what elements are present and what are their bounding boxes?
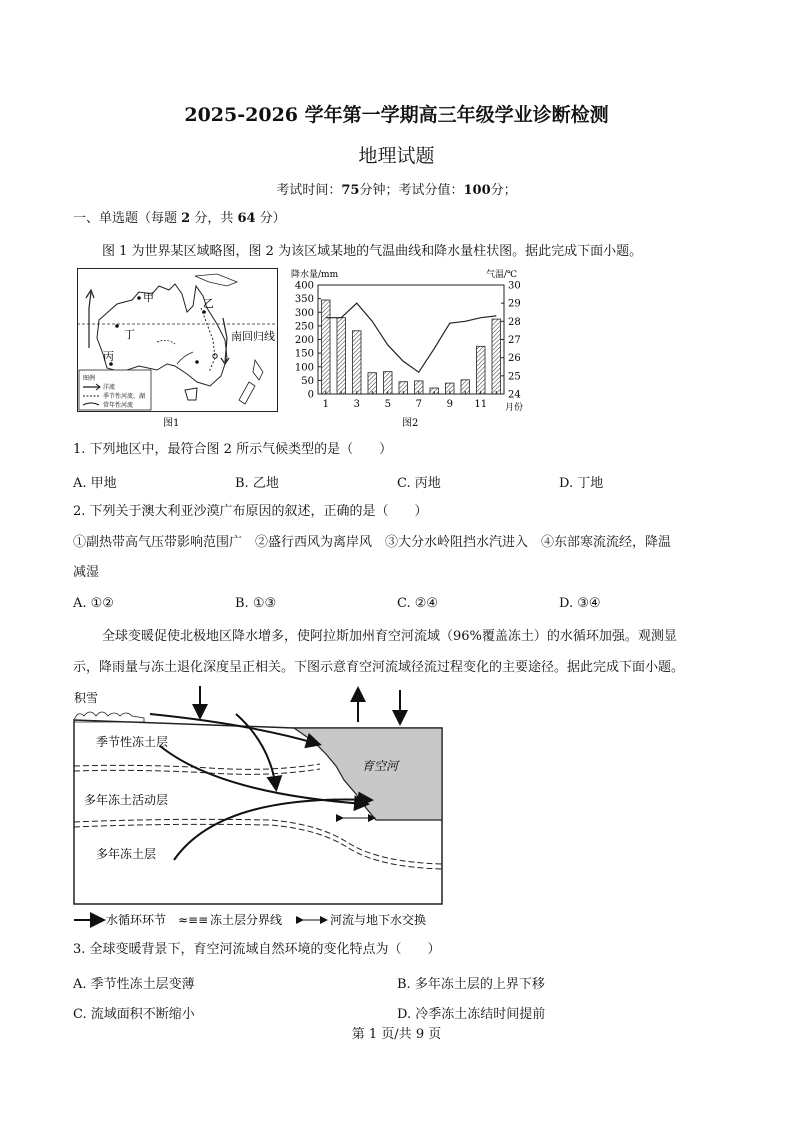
precip-bar <box>368 373 377 394</box>
exam-title: 2025-2026 学年第一学期高三年级学业诊断检测 <box>184 104 609 126</box>
left-axis-label: 降水量/mm <box>291 270 339 280</box>
x-tick-label: 5 <box>384 399 391 410</box>
right-tick-label: 30 <box>508 280 521 292</box>
q2-items-line2: 减湿 <box>73 565 100 580</box>
left-tick-label: 200 <box>294 335 314 346</box>
surface-flow-arrow <box>150 714 318 744</box>
subsurface-arrow-1 <box>236 714 276 788</box>
left-tick-label: 350 <box>294 294 314 306</box>
legend-water-cycle: 水循环环节 <box>106 913 167 927</box>
right-tick-label: 27 <box>508 335 521 346</box>
q1-option-a[interactable]: A. 甲地 <box>73 476 117 491</box>
layer2-label: 多年冻土活动层 <box>84 793 169 807</box>
left-tick-label: 100 <box>294 362 314 374</box>
legend-title: 图例 <box>83 375 96 382</box>
legend-boundary-icon: ≈≡≡ <box>178 913 209 927</box>
precip-bar <box>383 372 392 394</box>
right-tick-label: 26 <box>508 353 521 365</box>
point-ding <box>115 324 119 328</box>
legend-seasonal: 季节性河流、湖 <box>103 393 146 400</box>
label-ding: 丁 <box>124 328 135 341</box>
left-tick-label: 400 <box>294 280 314 292</box>
page-footer: 第 1 页/共 9 页 <box>351 1027 442 1042</box>
precip-bar <box>492 319 501 394</box>
precip-bar <box>352 331 361 394</box>
left-tick-label: 300 <box>294 307 314 319</box>
figure2-climate-chart <box>288 266 533 432</box>
q2-option-c[interactable]: C. ②④ <box>397 596 439 611</box>
q1-option-d[interactable]: D. 丁地 <box>559 476 604 491</box>
river-body <box>294 728 442 820</box>
label-tropic: 南回归线 <box>231 330 275 343</box>
right-axis-label: 气温/℃ <box>486 270 518 280</box>
label-bing: 丙 <box>103 350 114 363</box>
boundary-line-1b <box>74 769 320 774</box>
q2-option-a[interactable]: A. ①② <box>73 596 114 611</box>
figure1-map <box>77 268 280 430</box>
river-label: 育空河 <box>362 759 399 773</box>
figure1-caption: 图1 <box>163 418 180 429</box>
intro-paragraph-1: 图 1 为世界某区域略图，图 2 为该区域某地的气温曲线和降水量柱状图。据此完成下面小题。 <box>102 244 643 259</box>
city-dot <box>195 360 199 364</box>
q2-option-d[interactable]: D. ③④ <box>559 596 601 611</box>
intro-paragraph-2-line1: 全球变暖促使北极地区降水增多，使阿拉斯加州育空河流域（96%覆盖冻土）的水循环加强。观测显 <box>102 629 677 644</box>
deep-flow-arrow <box>174 800 370 861</box>
right-tick-label: 25 <box>508 371 521 383</box>
q3-option-c[interactable]: C. 流域面积不断缩小 <box>73 1007 195 1022</box>
layer1-label: 季节性冻土层 <box>96 735 169 749</box>
q2-option-b[interactable]: B. ①③ <box>235 596 277 611</box>
q2-items-line1: ①副热带高气压带影响范围广 ②盛行西风为离岸风 ③大分水岭阻挡水汽进入 ④东部寒流流经，降温 <box>73 535 672 550</box>
q1-stem: 1. 下列地区中，最符合图 2 所示气候类型的是（ ） <box>73 442 393 457</box>
x-tick-label: 3 <box>353 399 360 410</box>
legend-exchange: 河流与地下水交换 <box>330 913 427 927</box>
x-tick-label: 1 <box>322 399 329 410</box>
figure3-runoff-diagram <box>70 684 460 930</box>
exam-meta: 考试时间：75分钟；考试分值：100分； <box>276 183 517 198</box>
x-tick-label: 7 <box>415 399 422 410</box>
q3-option-d[interactable]: D. 冷季冻土冻结时间提前 <box>397 1007 546 1022</box>
left-tick-label: 250 <box>294 321 314 333</box>
point-yi <box>202 310 206 314</box>
q3-option-b[interactable]: B. 多年冻土层的上界下移 <box>397 977 545 992</box>
figure2-caption: 图2 <box>402 418 419 429</box>
right-tick-label: 28 <box>508 316 521 328</box>
right-tick-label: 24 <box>508 389 521 401</box>
right-tick-label: 29 <box>508 298 521 310</box>
label-jia: 甲 <box>143 291 154 304</box>
point-jia <box>137 296 141 300</box>
x-tick-label: 11 <box>474 399 488 410</box>
section-heading: 一、单选题（每题 2 分，共 64 分） <box>73 211 286 226</box>
month-unit: 月份 <box>505 403 524 413</box>
intro-paragraph-2-line2: 示，降雨量与冻土退化深度呈正相关。下图示意育空河流域径流过程变化的主要途径。据此完成下面小题。 <box>73 660 685 675</box>
left-tick-label: 0 <box>307 389 314 401</box>
precip-bar <box>321 300 330 394</box>
label-yi: 乙 <box>203 297 214 310</box>
legend-perennial: 常年性河流 <box>103 402 134 409</box>
temperature-line <box>326 303 497 372</box>
snow-label: 积雪 <box>74 691 99 705</box>
precip-bar <box>476 346 485 394</box>
legend-current: 洋流 <box>103 384 116 391</box>
q1-option-b[interactable]: B. 乙地 <box>235 476 279 491</box>
legend-boundary: 冻土层分界线 <box>210 913 283 927</box>
subject-title: 地理试题 <box>358 145 435 167</box>
left-tick-label: 150 <box>294 348 314 360</box>
q2-stem: 2. 下列关于澳大利亚沙漠广布原因的叙述，正确的是（ ） <box>73 504 428 519</box>
precip-bar <box>337 318 346 394</box>
q3-option-a[interactable]: A. 季节性冻土层变薄 <box>73 977 195 992</box>
left-tick-label: 50 <box>301 375 314 387</box>
q3-stem: 3. 全球变暖背景下，育空河流域自然环境的变化特点为（ ） <box>73 942 441 957</box>
q1-option-c[interactable]: C. 丙地 <box>397 476 441 491</box>
x-tick-label: 9 <box>446 399 453 410</box>
layer3-label: 多年冻土层 <box>96 847 157 861</box>
